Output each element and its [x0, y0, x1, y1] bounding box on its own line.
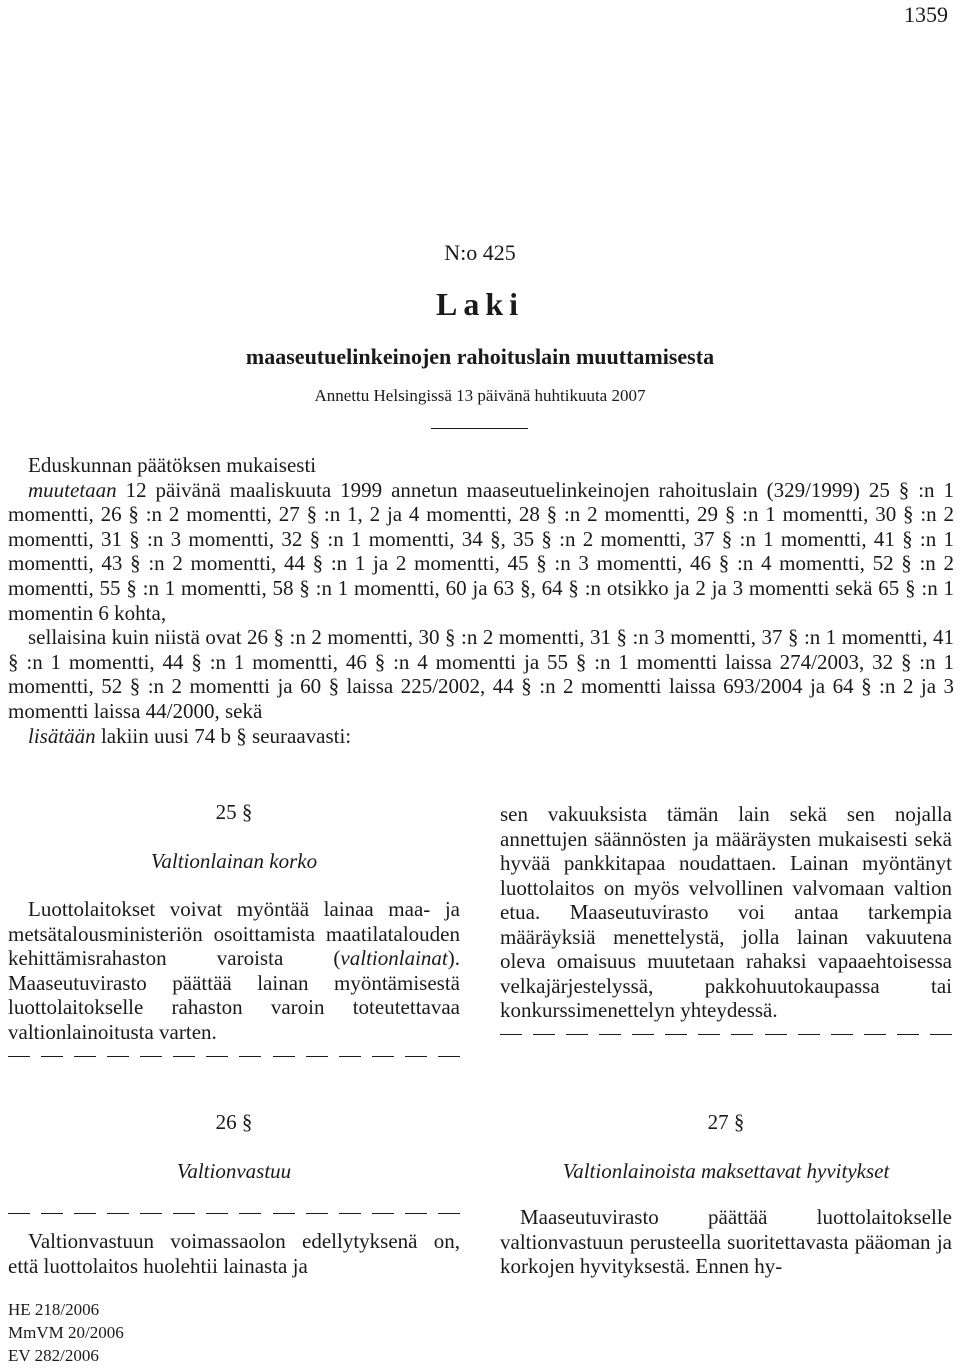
continuation-text: sen vakuuksista tämän lain sekä sen nojalla annettujen säännösten ja määräysten mukaisesti sekä hyvää pankkitapaa noudattaen. Lainan myöntänyt luottolaitos on myös velvollinen valvomaan valtion etua. Maaseutuvirasto voi antaa tarkempia määräyksiä menettelystä, jolla lainan vakuutena oleva omaisuus muutetaan rahaksi vapaaehtoisessa velkajärjestelyssä, pakkohuutokaupassa tai konkurssimenettelyn yhteydessä.: [500, 802, 952, 1022]
preamble-amend: [8, 478, 954, 626]
act-title: maaseutuelinkeinojen rahoituslain muuttamisesta: [245, 344, 715, 369]
section-continuation: [500, 802, 952, 1047]
section-26-text: Valtionvastuun voimassaolon edellytyksenä on, että luottolaitos huolehtii lainasta ja: [8, 1229, 460, 1278]
section-27-heading: Valtionlainoista maksettavat hyvitykset: [562, 1158, 890, 1183]
act-number: N:o 425: [444, 240, 516, 265]
preamble: [8, 453, 954, 748]
reference-item: EV 282/2006: [8, 1346, 99, 1365]
given-line: Annettu Helsingissä 13 päivänä huhtikuuta 2007: [314, 386, 646, 405]
section-25-number: 25 §: [215, 800, 253, 824]
page-number: 1359: [904, 2, 948, 27]
section-25: [8, 800, 460, 1068]
reference-item: MmVM 20/2006: [8, 1323, 124, 1342]
add-keyword: lisätään: [28, 723, 96, 748]
preamble-lead: Eduskunnan päätöksen mukaisesti: [28, 453, 317, 477]
section-27-number: 27 §: [707, 1110, 745, 1134]
section-26-heading: Valtionvastuu: [176, 1158, 292, 1183]
section-27-text: Maaseutuvirasto päättää luottolaitokselle valtionvastuun perusteella suoritettavasta pääoman ja korkojen hyvityksestä. Ennen hy-: [500, 1205, 952, 1278]
section-25-text-a: Luottolaitokset voivat myöntää lainaa maa- ja metsätalousministeriön osoittamista maatilatalouden kehittämisrahaston varoista (: [8, 897, 460, 970]
amend-keyword: muutetaan: [28, 477, 117, 502]
omission-dashes: [8, 1201, 460, 1225]
amend-text: 12 päivänä maaliskuuta 1999 annetun maaseutuelinkeinojen rahoituslain (329/1999) 25 § :n 1 momentti, 26 § :n 2 momentti, 27 § :n 1, 2 ja 4 momentti, 28 § :n 2 momentti, 29 § :n 1 momentti, 30 § :n 2 momentti, 31 § :n 3 momentti, 32 § :n 1 momentti, 34 §, 35 § :n 2 momentti, 37 § :n 1 momentti, 41 § :n 1 momentti, 43 § :n 2 momentti, 44 § :n 1 ja 2 momentti, 45 § :n 3 momentti, 46 § :n 4 momentti, 52 § :n 2 momentti, 55 § :n 1 momentti, 58 § :n 1 momentti, 60 ja 63 §, 64 § :n otsikko ja 2 ja 3 momentti sekä 65 § :n 1 momentin 6 kohta,: [8, 477, 954, 625]
omission-dashes: [500, 1023, 952, 1047]
section-27: [500, 1110, 952, 1279]
section-25-text-italic: valtionlainat: [340, 946, 448, 970]
section-26-number: 26 §: [215, 1110, 253, 1134]
section-25-text: [8, 897, 460, 1044]
title-divider: [431, 428, 528, 429]
omission-dashes: [8, 1044, 460, 1068]
legislative-references: [8, 1298, 124, 1367]
section-25-text-b: ). Maaseutuvirasto päättää lainan myöntämisestä luottolaitokselle rahaston varoin toteutettavaa valtionlainoitusta varten.: [8, 946, 460, 1044]
preamble-add: [8, 724, 954, 749]
reference-item: HE 218/2006: [8, 1300, 100, 1319]
act-type-heading: Laki: [435, 286, 525, 322]
preamble-such: sellaisina kuin niistä ovat 26 § :n 2 momentti, 30 § :n 2 momentti, 31 § :n 3 momentti, 37 § :n 1 momentti, 41 § :n 1 momentti, 44 § :n 1 momentti, 46 § :n 4 momentti ja 55 § :n 1 momentti laissa 274/2003, 32 § :n 1 momentti, 52 § :n 2 momentti ja 60 § laissa 225/2002, 44 § :n 2 momentti laissa 693/2004 ja 64 § :n 2 ja 3 momentti laissa 44/2000, sekä: [8, 625, 954, 723]
section-26: [8, 1110, 460, 1278]
add-text: lakiin uusi 74 b § seuraavasti:: [95, 723, 352, 748]
section-25-heading: Valtionlainan korko: [150, 848, 318, 873]
